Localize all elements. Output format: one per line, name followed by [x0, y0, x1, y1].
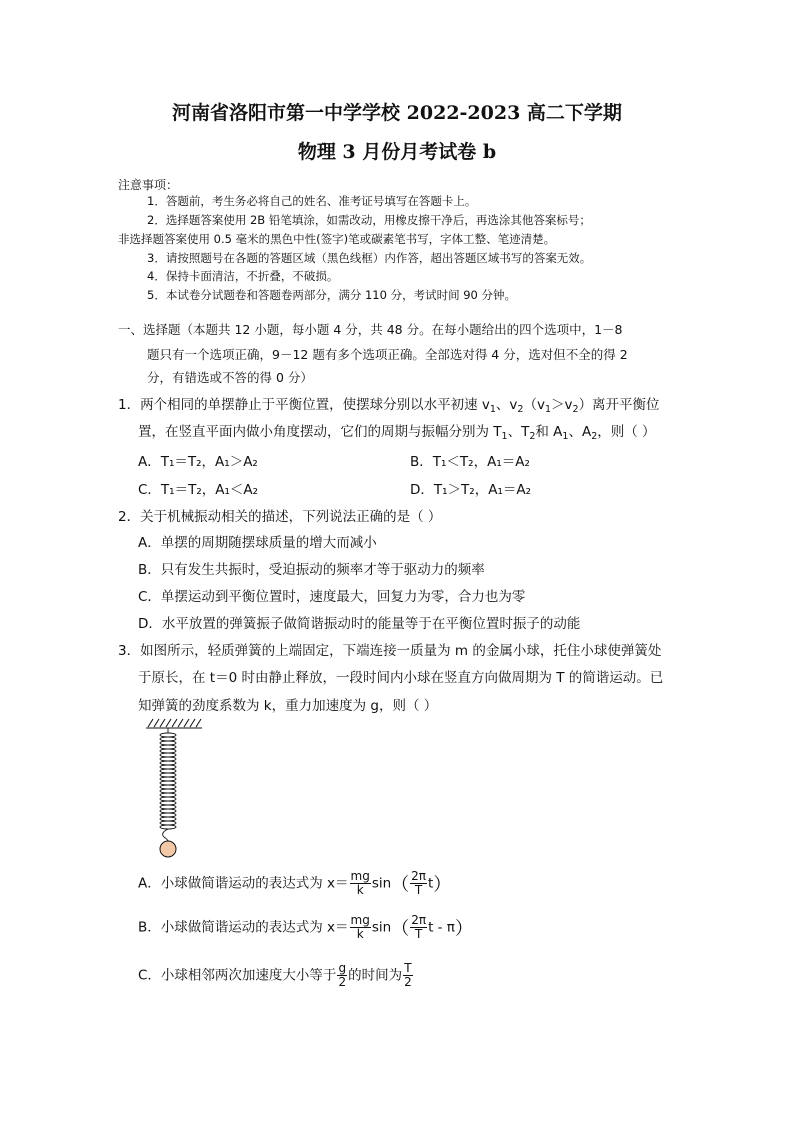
- question-1-stem-cont: 置，在竖直平面内做小角度摆动，它们的周期与振幅分别为 $T_1$、$T_2$和 $A_1$、$A_2$，则（ ）: [138, 424, 656, 442]
- question-2-option-d[interactable]: D．水平放置的弹簧振子做简谐振动时的能量等于在平衡位置时振子的动能: [138, 616, 581, 632]
- question-1-option-b[interactable]: B．T₁＜T₂，A₁＝A₂: [410, 454, 530, 470]
- section-heading: 一、选择题（本题共 12 小题，每小题 4 分，共 48 分。在每小题给出的四个选项中，1－8: [118, 322, 623, 337]
- question-2-option-b[interactable]: B．只有发生共振时，受迫振动的频率才等于驱动力的频率: [138, 562, 485, 578]
- question-1-option-d[interactable]: D．T₁＞T₂，A₁＝A₂: [410, 482, 532, 498]
- notice-item: 非选择题答案使用 0.5 毫米的黑色中性(签字)笔或碳素笔书写，字体工整、笔迹清楚。: [118, 232, 556, 246]
- section-heading-cont: 题只有一个选项正确，9－12 题有多个选项正确。全部选对得 4 分，选对但不全的得 2: [147, 347, 628, 362]
- question-2-option-a[interactable]: A．单摆的周期随摆球质量的增大而减小: [138, 535, 377, 551]
- question-2-stem: 2．关于机械振动相关的描述，下列说法正确的是（ ）: [118, 509, 442, 525]
- notice-item: 4．保持卡面清洁，不折叠，不破损。: [147, 269, 339, 283]
- notice-item: 2．选择题答案使用 2B 铅笔填涂，如需改动，用橡皮擦干净后，再选涂其他答案标号；: [147, 213, 591, 227]
- question-1-option-c[interactable]: C．T₁＝T₂，A₁＜A₂: [138, 482, 259, 498]
- metal-ball: [160, 841, 176, 857]
- exam-title-line1: 河南省洛阳市第一中学学校 2022-2023 高二下学期: [172, 102, 622, 124]
- notice-heading: 注意事项：: [118, 178, 179, 192]
- section-heading-cont: 分，有错选或不答的得 0 分）: [147, 370, 313, 385]
- question-3-option-a[interactable]: A．小球做简谐运动的表达式为 x＝ $\frac{mg}{k}$ sin（ $\frac{2\pi}{T}$ t）: [138, 869, 452, 897]
- question-3-stem-cont: 知弹簧的劲度系数为 k，重力加速度为 g，则（ ）: [138, 698, 438, 714]
- question-1-option-a[interactable]: A．T₁＝T₂，A₁＞A₂: [138, 454, 258, 470]
- spring-figure: [140, 716, 230, 861]
- notice-item: 5．本试卷分试题卷和答题卷两部分，满分 110 分，考试时间 90 分钟。: [147, 288, 517, 302]
- ceiling-hatch: [146, 719, 202, 728]
- question-3-stem: 3．如图所示，轻质弹簧的上端固定，下端连接一质量为 m 的金属小球，托住小球使弹簧处: [118, 643, 662, 659]
- spring-coil: [160, 728, 176, 844]
- notice-item: 1．答题前，考生务必将自己的姓名、准考证号填写在答题卡上。: [147, 194, 477, 208]
- question-3-option-c[interactable]: C．小球相邻两次加速度大小等于 $\frac{g}{2}$ 的时间为 $\frac{T}{2}$: [138, 961, 412, 989]
- question-3-option-b[interactable]: B．小球做简谐运动的表达式为 x＝ $\frac{mg}{k}$ sin（ $\frac{2\pi}{T}$ t - π）: [138, 913, 473, 941]
- notice-item: 3．请按照题号在各题的答题区域（黑色线框）内作答，超出答题区域书写的答案无效。: [147, 251, 592, 265]
- question-3-stem-cont: 于原长，在 t＝0 时由静止释放，一段时间内小球在竖直方向做周期为 T 的简谐运动。已: [138, 670, 664, 686]
- question-2-option-c[interactable]: C．单摆运动到平衡位置时，速度最大，回复力为零，合力也为零: [138, 589, 526, 605]
- exam-title-line2: 物理 3 月份月考试卷 b: [297, 141, 497, 163]
- question-1-stem: 1．两个相同的单摆静止于平衡位置，使摆球分别以水平初速 $v_1$、$v_2(v_1>v_2)$离开平衡位: [118, 397, 660, 415]
